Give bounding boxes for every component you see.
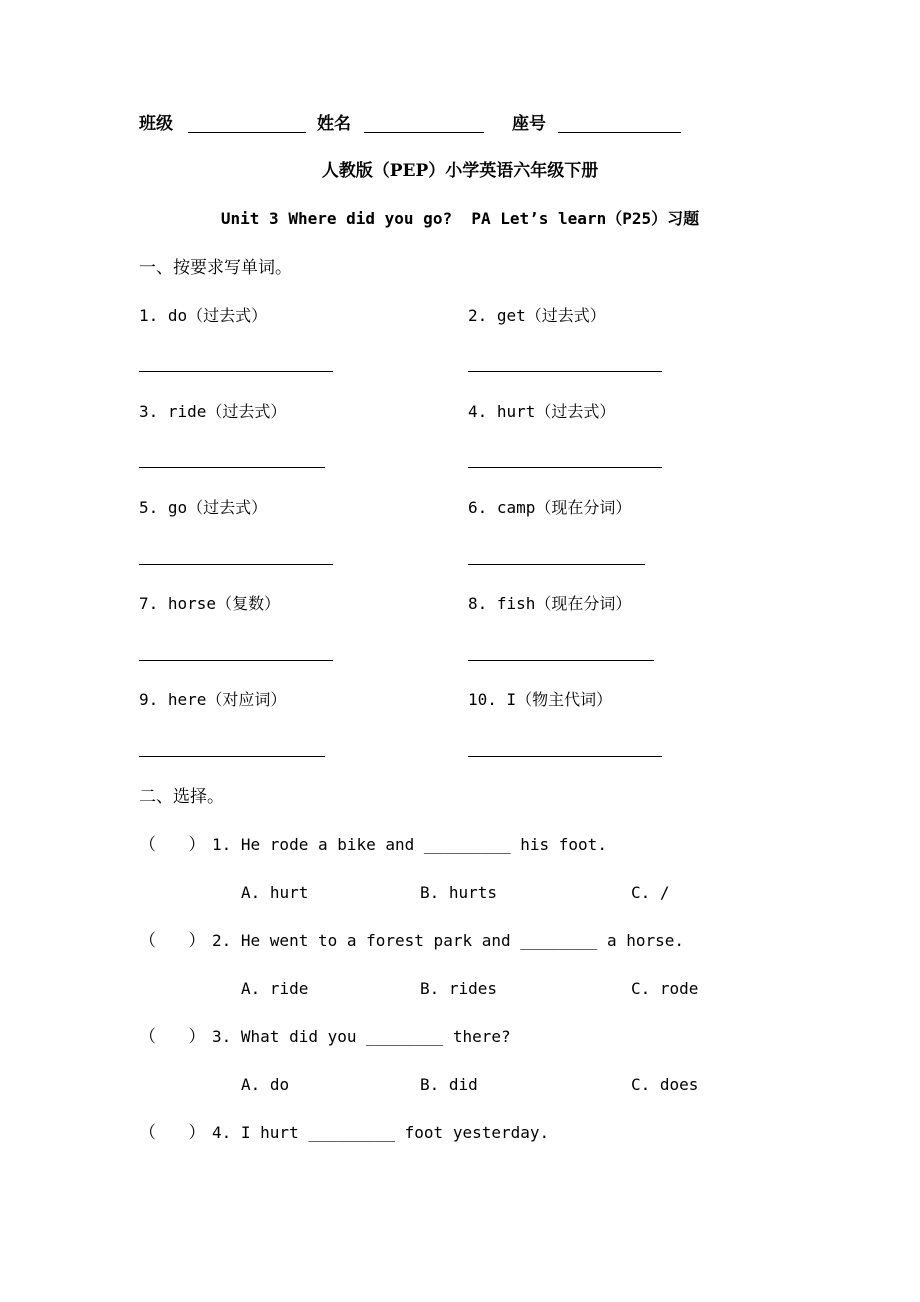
answer-line-2[interactable] — [468, 371, 662, 372]
q2-option-b[interactable]: B. rides — [420, 979, 498, 998]
answer-line-5[interactable] — [139, 564, 333, 565]
q2-option-c[interactable]: C. rode — [631, 979, 699, 998]
q3-option-a[interactable]: A. do — [241, 1075, 290, 1094]
answer-paren-1[interactable]: （ ） — [139, 835, 206, 855]
question-2: 2. He went to a forest park and ________ a horse. — [212, 931, 685, 950]
page-subtitle: Unit 3 Where did you go? PA Let’s learn（P25）习题 — [220, 209, 700, 228]
answer-line-6[interactable] — [468, 564, 645, 565]
class-label: 班级 — [139, 114, 173, 134]
name-blank[interactable] — [364, 132, 484, 133]
answer-line-7[interactable] — [139, 660, 333, 661]
word-item-9: 9. here（对应词） — [139, 690, 287, 709]
q2-option-a[interactable]: A. ride — [241, 979, 309, 998]
answer-paren-4[interactable]: （ ） — [139, 1123, 206, 1143]
q1-option-a[interactable]: A. hurt — [241, 883, 309, 902]
answer-paren-3[interactable]: （ ） — [139, 1027, 206, 1047]
q1-option-b[interactable]: B. hurts — [420, 883, 498, 902]
answer-paren-2[interactable]: （ ） — [139, 931, 206, 951]
section2-heading: 二、选择。 — [139, 787, 224, 807]
word-item-4: 4. hurt（过去式） — [468, 402, 616, 421]
answer-line-8[interactable] — [468, 660, 654, 661]
seat-label: 座号 — [512, 114, 546, 134]
question-4: 4. I hurt _________ foot yesterday. — [212, 1123, 550, 1142]
answer-line-1[interactable] — [139, 371, 333, 372]
section1-heading: 一、按要求写单词。 — [139, 258, 292, 278]
answer-line-9[interactable] — [139, 756, 325, 757]
answer-line-4[interactable] — [468, 467, 662, 468]
word-item-6: 6. camp（现在分词） — [468, 498, 632, 517]
word-item-7: 7. horse（复数） — [139, 594, 281, 613]
q1-option-c[interactable]: C. / — [631, 883, 670, 902]
question-3: 3. What did you ________ there? — [212, 1027, 511, 1046]
word-item-10: 10. I（物主代词） — [468, 690, 613, 709]
q3-option-b[interactable]: B. did — [420, 1075, 478, 1094]
answer-line-3[interactable] — [139, 467, 325, 468]
word-item-1: 1. do（过去式） — [139, 306, 268, 325]
word-item-2: 2. get（过去式） — [468, 306, 606, 325]
question-1: 1. He rode a bike and _________ his foot. — [212, 835, 607, 854]
class-blank[interactable] — [188, 132, 306, 133]
page-title: 人教版（PEP）小学英语六年级下册 — [321, 161, 599, 181]
seat-blank[interactable] — [558, 132, 681, 133]
q3-option-c[interactable]: C. does — [631, 1075, 699, 1094]
word-item-5: 5. go（过去式） — [139, 498, 268, 517]
word-item-8: 8. fish（现在分词） — [468, 594, 632, 613]
answer-line-10[interactable] — [468, 756, 662, 757]
word-item-3: 3. ride（过去式） — [139, 402, 287, 421]
name-label: 姓名 — [317, 114, 351, 134]
